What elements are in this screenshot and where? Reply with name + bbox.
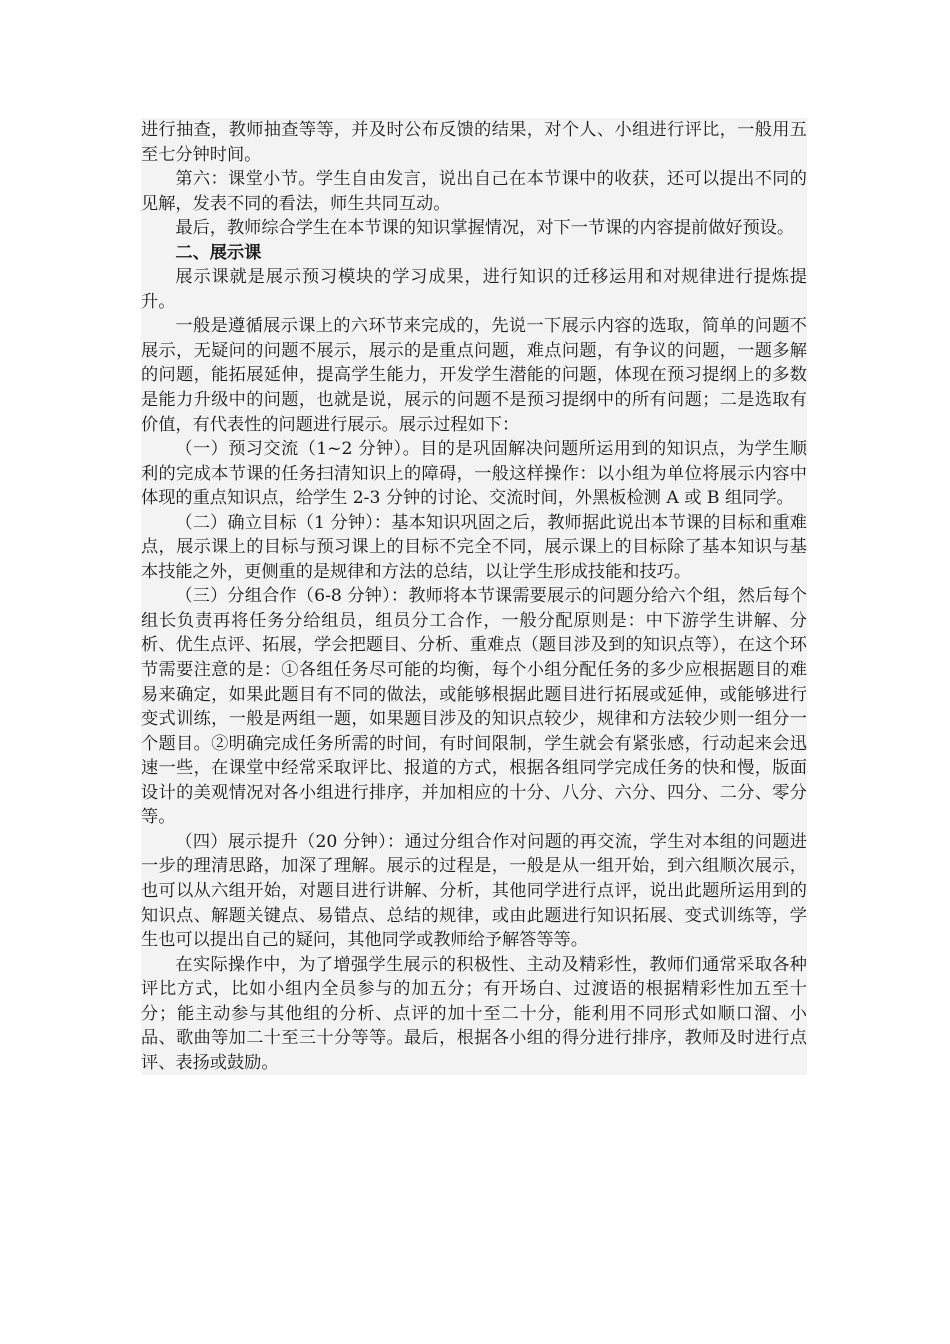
paragraph-step-3: （三）分组合作（6-8 分钟）：教师将本节课需要展示的问题分给六个组，然后每个组长负责再将任务分给组员，组员分工合作，一般分配原则是：中下游学生讲解、分析、优生点评、拓展，学会把题目、分析、重难点（题目涉及到的知识点等），在这个环节需要注意的是：①各组任务尽可能的均衡，每个小组分配任务的多少应根据题目的难易来确定，如果此题目有不同的做法，或能够根据此题目进行拓展或延伸，或能够进行变式训练，一般是两组一题，如果题目涉及的知识点较少，规律和方法较少则一组分一个题目。②明确完成任务所需的时间，有时间限制，学生就会有紧张感，行动起来会迅速一些，在课堂中经常采取评比、报道的方式，根据各组同学完成任务的快和慢，版面设计的美观情况对各小组进行排序，并加相应的十分、八分、六分、四分、二分、零分等。 <box>141 586 807 828</box>
section-heading: 二、展示课 <box>175 242 262 263</box>
paragraph-step-4: （四）展示提升（20 分钟）：通过分组合作对问题的再交流，学生对本组的问题进一步的理清思路，加深了理解。展示的过程是，一般是从一组开始，到六组顺次展示，也可以从六组开始，对题目进行讲解、分析，其他同学进行点评，说出此题所运用到的知识点、解题关键点、易错点、总结的规律，或由此题进行知识拓展、变式训练等，学生也可以提出自己的疑问，其他同学或教师给予解答等等。 <box>141 831 807 951</box>
paragraph-overview: 一般是遵循展示课上的六环节来完成的，先说一下展示内容的选取，简单的问题不展示，无疑问的问题不展示，展示的是重点问题，难点问题，有争议的问题，一题多解的问题，能拓展延伸，提高学生能力，开发学生潜能的问题，体现在预习提纲上的多数是能力升级中的问题，也就是说，展示的问题不是预习提纲中的所有问题；二是选取有价值，有代表性的问题进行展示。展示过程如下： <box>141 316 807 435</box>
paragraph-practice: 在实际操作中，为了增强学生展示的积极性、主动及精彩性，教师们通常采取各种评比方式，比如小组内全员参与的加五分；有开场白、过渡语的根据精彩性加五至十分；能主动参与其他组的分析、点评的加十至二十分，能利用不同形式如顺口溜、小品、歌曲等加二十至三十分等等。最后，根据各小组的得分进行排序，教师及时进行点评、表扬或鼓励。 <box>141 954 807 1073</box>
document-body <box>141 118 807 1075</box>
paragraph-step-1: （一）预习交流（1~2 分钟）。目的是巩固解决问题所运用到的知识点，为学生顺利的完成本节课的任务扫清知识上的障碍，一般这样操作：以小组为单位将展示内容中体现的重点知识点，给学生 2-3 分钟的讨论、交流时间，外黑板检测 A 或 B 组同学。 <box>141 439 807 509</box>
paragraph-step-2: （二）确立目标（1 分钟）：基本知识巩固之后，教师据此说出本节课的目标和重难点，展示课上的目标与预习课上的目标不完全不同，展示课上的目标除了基本知识与基本技能之外，更侧重的是规律和方法的总结，以让学生形成技能和技巧。 <box>141 512 807 582</box>
paragraph-intro: 展示课就是展示预习模块的学习成果，进行知识的迁移运用和对规律进行提炼提升。 <box>141 267 807 312</box>
paragraph-step-six: 第六：课堂小节。学生自由发言，说出自己在本节课中的收获，还可以提出不同的见解，发表不同的看法，师生共同互动。 <box>141 169 807 214</box>
paragraph-finally: 最后，教师综合学生在本节课的知识掌握情况，对下一节课的内容提前做好预设。 <box>175 218 795 239</box>
paragraph-continuation: 进行抽查，教师抽查等等，并及时公布反馈的结果，对个人、小组进行评比，一般用五至七分钟时间。 <box>141 120 807 165</box>
